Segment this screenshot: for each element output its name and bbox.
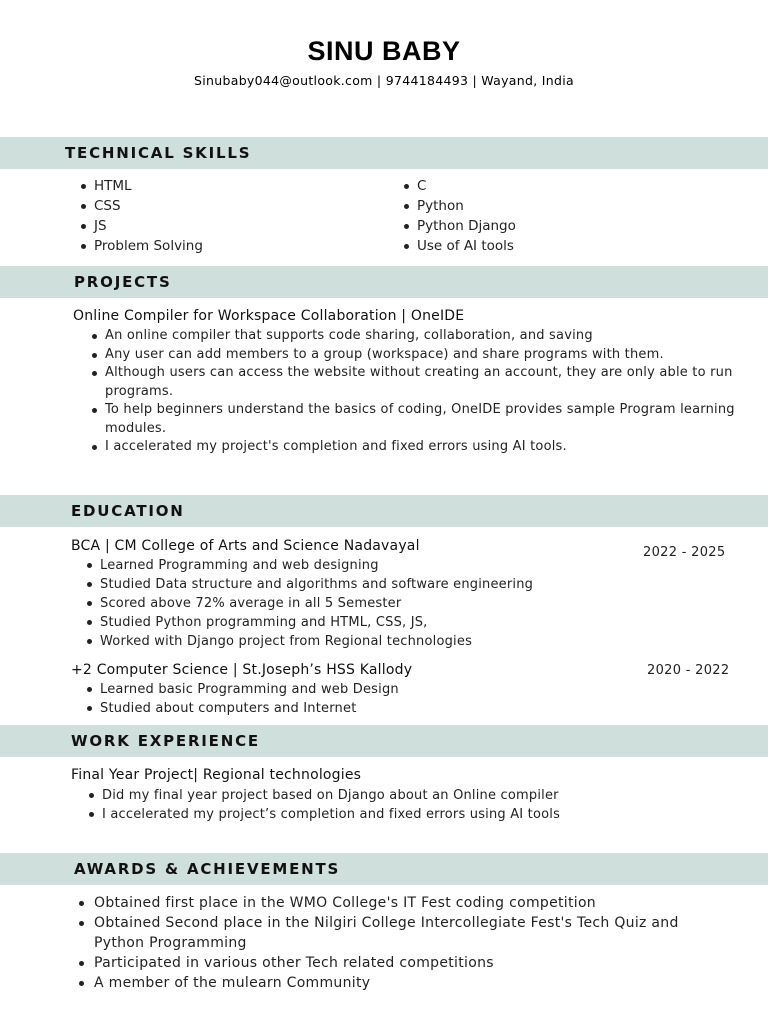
- section-header-work: [0, 725, 768, 757]
- education-years: 2020 - 2022: [647, 663, 730, 678]
- project-bullets: [105, 327, 735, 457]
- project-title: Online Compiler for Workspace Collaboration | OneIDE: [73, 308, 465, 324]
- skill-item: CSS: [94, 196, 374, 216]
- section-title: WORK EXPERIENCE: [71, 732, 260, 750]
- list-item: Learned basic Programming and web Design: [100, 680, 660, 699]
- list-item: Participated in various other Tech related competitions: [94, 953, 694, 973]
- list-item: Worked with Django project from Regional technologies: [100, 632, 660, 651]
- list-item: Studied Data structure and algorithms and software engineering: [100, 575, 660, 594]
- section-title: EDUCATION: [71, 502, 185, 520]
- education-years: 2022 - 2025: [643, 545, 726, 560]
- list-item: Learned Programming and web designing: [100, 556, 660, 575]
- candidate-name: SINU BABY: [307, 36, 461, 66]
- education-bullets: [100, 680, 660, 718]
- awards-bullets: [94, 893, 694, 993]
- list-item: A member of the mulearn Community: [94, 973, 694, 993]
- education-degree: BCA | CM College of Arts and Science Nadavayal: [71, 538, 420, 554]
- skill-item: Python Django: [417, 216, 697, 236]
- list-item: An online compiler that supports code sharing, collaboration, and saving: [105, 327, 735, 346]
- section-title: AWARDS & ACHIEVEMENTS: [74, 860, 341, 878]
- list-item: Obtained first place in the WMO College's IT Fest coding competition: [94, 893, 694, 913]
- education-degree: +2 Computer Science | St.Joseph’s HSS Kallody: [71, 662, 413, 678]
- list-item: I accelerated my project’s completion and fixed errors using AI tools: [102, 805, 702, 824]
- section-title: TECHNICAL SKILLS: [65, 144, 252, 162]
- section-title: PROJECTS: [74, 273, 172, 291]
- list-item: Studied Python programming and HTML, CSS, JS,: [100, 613, 660, 632]
- education-bullets: [100, 556, 660, 651]
- list-item: Obtained Second place in the Nilgiri College Intercollegiate Fest's Tech Quiz and Python Programming: [94, 913, 694, 953]
- contact-info: Sinubaby044@outlook.com | 9744184493 | Wayand, India: [194, 73, 574, 88]
- skill-item: C: [417, 176, 697, 196]
- skill-item: HTML: [94, 176, 374, 196]
- section-header-awards: [0, 853, 768, 885]
- list-item: Studied about computers and Internet: [100, 699, 660, 718]
- section-header-skills: [0, 137, 768, 169]
- skills-list-right: [417, 176, 697, 256]
- skill-item: Python: [417, 196, 697, 216]
- list-item: Although users can access the website without creating an account, they are only able to run programs.: [105, 364, 735, 401]
- list-item: Scored above 72% average in all 5 Semester: [100, 594, 660, 613]
- section-header-education: [0, 495, 768, 527]
- skill-item: Problem Solving: [94, 236, 374, 256]
- list-item: Did my final year project based on Django about an Online compiler: [102, 786, 702, 805]
- skills-list-left: [94, 176, 374, 256]
- list-item: To help beginners understand the basics of coding, OneIDE provides sample Program learning modules.: [105, 401, 735, 438]
- skill-item: Use of AI tools: [417, 236, 697, 256]
- list-item: Any user can add members to a group (workspace) and share programs with them.: [105, 346, 735, 365]
- list-item: I accelerated my project's completion and fixed errors using AI tools.: [105, 438, 735, 457]
- skill-item: JS: [94, 216, 374, 236]
- section-header-projects: [0, 266, 768, 298]
- work-role: Final Year Project| Regional technologies: [71, 767, 362, 783]
- work-bullets: [102, 786, 702, 824]
